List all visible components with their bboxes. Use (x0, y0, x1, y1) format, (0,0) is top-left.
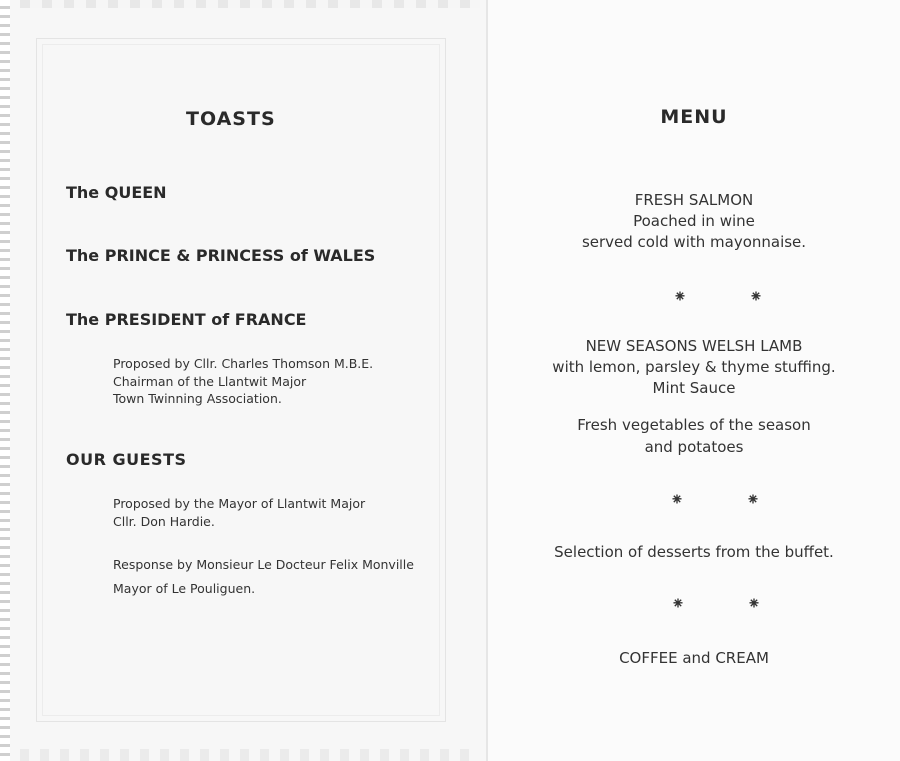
vegetables-course (488, 414, 900, 458)
course-line: and potatoes (644, 438, 744, 456)
course-line: Mint Sauce (652, 379, 736, 397)
course-separator (488, 595, 900, 613)
deckle-bottom-edge (20, 749, 480, 761)
guests-response (113, 553, 414, 601)
coffee-course (488, 648, 900, 669)
deckle-top-edge (20, 0, 480, 8)
response-line: Mayor of Le Pouliguen. (113, 581, 256, 596)
guests-heading: OUR GUESTS (66, 450, 187, 469)
proposal-line: Chairman of the Llantwit Major (113, 373, 307, 389)
course-line: served cold with mayonnaise. (581, 233, 807, 251)
toast-prince-princess: The PRINCE & PRINCESS of WALES (66, 246, 376, 265)
toast-queen: The QUEEN (66, 183, 167, 202)
course-line: Fresh vegetables of the season (577, 416, 811, 434)
guests-proposal (113, 495, 365, 530)
course-line: Selection of desserts from the buffet. (554, 543, 834, 561)
proposal-line: Proposed by the Mayor of Llantwit Major (113, 496, 366, 511)
course-separator (488, 288, 900, 306)
perforated-edge (0, 0, 10, 761)
main-course (488, 336, 900, 399)
asterism-icon: ⁕ (669, 490, 685, 510)
toast-president: The PRESIDENT of FRANCE (66, 310, 307, 329)
menu-heading: MENU (660, 106, 728, 128)
course-title: NEW SEASONS WELSH LAMB (585, 337, 803, 355)
president-proposal (113, 355, 373, 408)
response-line: Response by Monsieur Le Docteur Felix Monville (113, 557, 414, 572)
asterism-icon: ⁕ (746, 594, 762, 614)
asterism-icon: ⁕ (672, 287, 688, 307)
toasts-heading: TOASTS (186, 108, 276, 130)
proposal-line: Cllr. Don Hardie. (113, 513, 215, 529)
course-title: COFFEE and CREAM (619, 649, 769, 667)
proposal-line: Town Twinning Association. (113, 391, 282, 406)
course-separator (488, 491, 900, 509)
course-line: with lemon, parsley & thyme stuffing. (552, 358, 836, 376)
asterism-icon: ⁕ (748, 287, 764, 307)
asterism-icon: ⁕ (670, 594, 686, 614)
proposal-line: Proposed by Cllr. Charles Thomson M.B.E. (113, 356, 374, 371)
course-title: FRESH SALMON (634, 191, 754, 209)
asterism-icon: ⁕ (745, 490, 761, 510)
course-line: Poached in wine (633, 212, 755, 230)
starter-course (488, 190, 900, 253)
dessert-course (488, 542, 900, 563)
